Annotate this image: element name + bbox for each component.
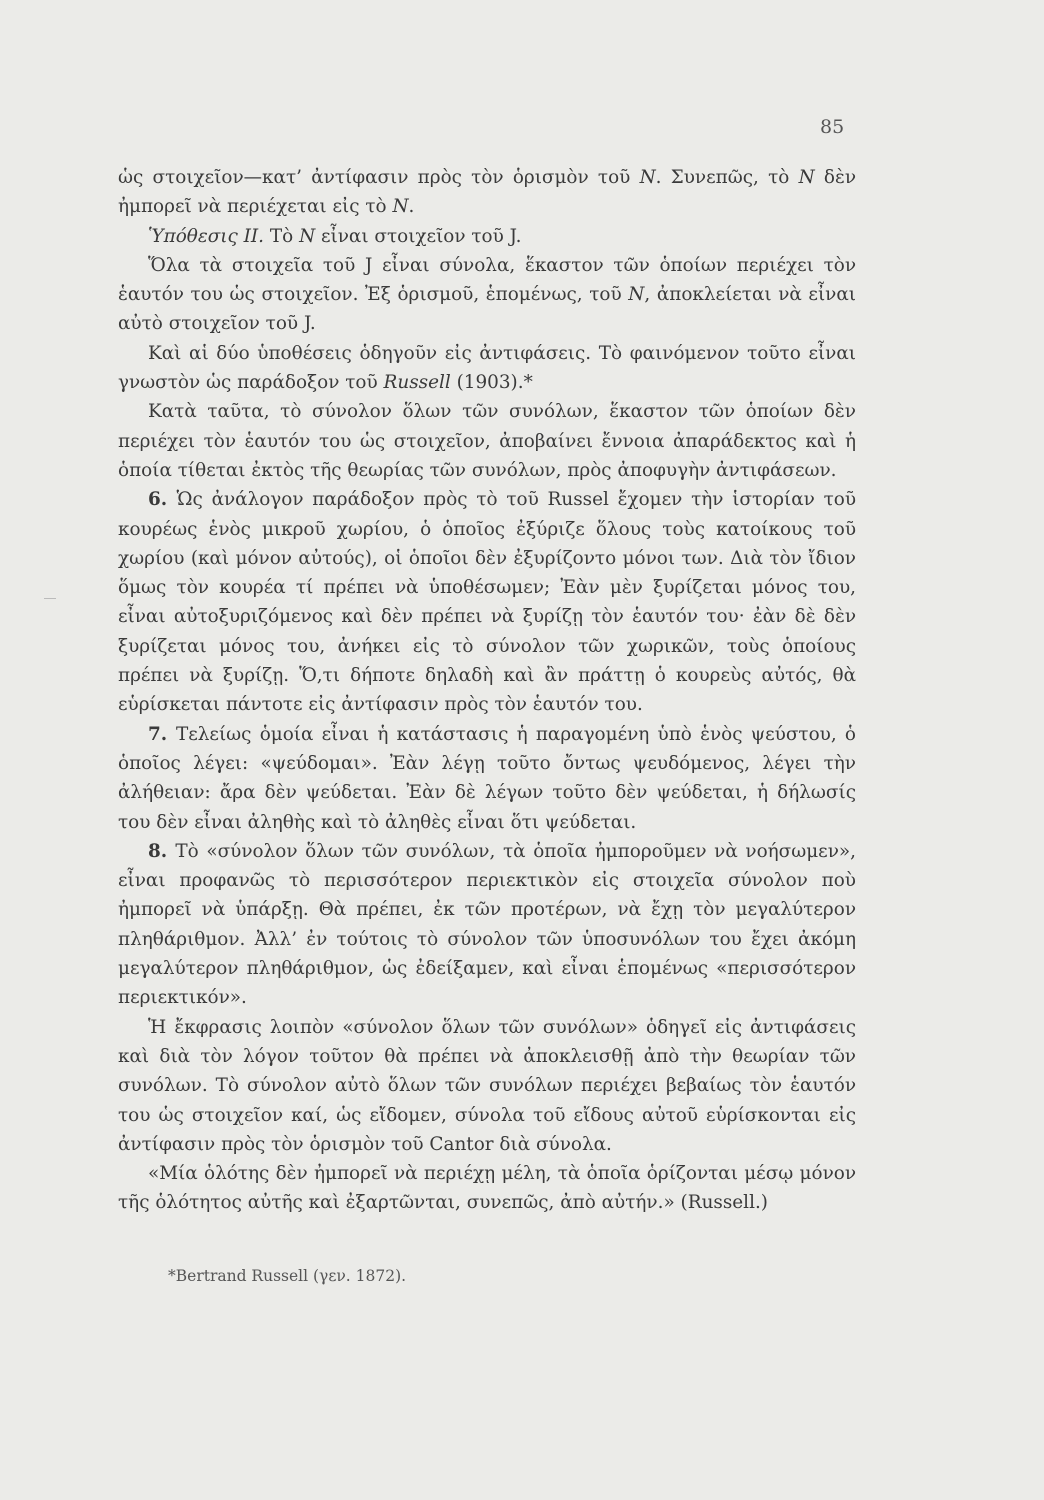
paragraph — [118, 251, 856, 339]
paragraph — [118, 339, 856, 398]
text-run: ὡς στοιχεῖον—κατ’ ἀντίφασιν πρὸς τὸν ὁρισμὸν τοῦ — [118, 167, 640, 188]
text-run: Russell — [383, 372, 451, 394]
paragraph — [118, 222, 856, 251]
body-text — [118, 163, 856, 1218]
text-run: N — [299, 225, 316, 247]
text-run: Ὑπόθεσις ΙΙ. — [148, 225, 265, 247]
text-run: Ἡ ἔκφρασις λοιπὸν «σύνολον ὅλων τῶν συνόλων» ὁδηγεῖ εἰς ἀντιφάσεις καὶ διὰ τὸν λόγον τοῦτον θὰ πρέπει νὰ ἀποκλεισθῇ ἀπὸ τὴν θεωρίαν τῶν συνόλων. Τὸ σύνολον αὐτὸ ὅλων τῶν συνόλων περιέχει βεβαίως τὸν ἑαυτόν του ὡς στοιχεῖον καί, ὡς εἴδομεν, σύνολα τοῦ εἴδους αὐτοῦ εὑρίσκονται εἰς ἀντίφασιν πρὸς τὸν ὁρισμὸν τοῦ Cantor διὰ σύνολα. — [118, 1016, 856, 1155]
text-run: εἶναι στοιχεῖον τοῦ J. — [315, 225, 522, 247]
paragraph — [118, 1013, 856, 1159]
text-run: Ὡς ἀνάλογον παράδοξον πρὸς τὸ τοῦ Russel ἔχομεν τὴν ἱστορίαν τοῦ κουρέως ἑνὸς μικροῦ χωρίου, ὁ ὁποῖος ἐξύριζε ὅλους τοὺς κατοίκους τοῦ χωρίου (καὶ μόνον αὐτούς), οἱ ὁποῖοι δὲν ἐξυρίζοντο μόνοι των. Διὰ τὸν ἴδιον ὅμως τὸν κουρέα τί πρέπει νὰ ὑποθέσωμεν; Ἐὰν μὲν ξυρίζεται μόνος του, εἶναι αὐτοξυριζόμενος καὶ δὲν πρέπει νὰ ξυρίζῃ τὸν ἑαυτόν του· ἐὰν δὲ δὲν ξυρίζεται μόνος του, ἀνήκει εἰς τὸ σύνολον τῶν χωρικῶν, τοὺς ὁποίους πρέπει νὰ ξυρίζῃ. Ὅ,τι δήποτε δηλαδὴ καὶ ἂν πράττῃ ὁ κουρεὺς αὐτός, θὰ εὑρίσκεται πάντοτε εἰς ἀντίφασιν πρὸς τὸν ἑαυτόν του. — [118, 489, 856, 716]
footnote: *Bertrand Russell (γεν. 1872). — [168, 1267, 407, 1285]
text-run: Τὸ «σύνολον ὅλων τῶν συνόλων, τὰ ὁποῖα ἠμποροῦμεν νὰ νοήσωμεν», εἶναι προφανῶς τὸ περισσότερον περιεκτικὸν εἰς στοιχεῖα σύνολον ποὺ ἠμπορεῖ νὰ ὑπάρξῃ. Θὰ πρέπει, ἐκ τῶν προτέρων, νὰ ἔχῃ τὸν μεγαλύτερον πληθάριθμον. Ἀλλ’ ἐν τούτοις τὸ σύνολον τῶν ὑποσυνόλων του ἔχει ἀκόμη μεγαλύτερον πληθάριθμον, ὡς ἐδείξαμεν, καὶ εἶναι ἑπομένως «περισσότερον περιεκτικόν». — [118, 840, 856, 1009]
text-run: N — [798, 167, 815, 188]
text-run: (1903).* — [450, 372, 533, 394]
paragraph — [118, 485, 856, 719]
text-run: Ὅλα τὰ στοιχεῖα τοῦ J εἶναι σύνολα, ἕκαστον τῶν ὁποίων περιέχει τὸν ἑαυτόν του ὡς στοιχεῖον. Ἐξ ὁρισμοῦ, ἑπομένως, τοῦ — [118, 254, 856, 306]
text-run: N — [628, 284, 645, 306]
section-number: 8. — [148, 840, 176, 862]
section-number: 6. — [148, 489, 177, 511]
text-run: . Συνεπῶς, τὸ — [655, 167, 799, 188]
margin-mark — [44, 598, 56, 599]
section-number: 7. — [148, 723, 176, 745]
text-run: δὲν ἠμπορεῖ νὰ περιέχεται εἰς τὸ — [118, 167, 857, 218]
paragraph — [118, 837, 856, 1013]
text-run: . — [408, 196, 415, 218]
paragraph — [118, 720, 856, 837]
page-number: 85 — [820, 116, 845, 138]
text-run: Κατὰ ταῦτα, τὸ σύνολον ὅλων τῶν συνόλων, ἕκαστον τῶν ὁποίων δὲν περιέχει τὸν ἑαυτόν του ὡς στοιχεῖον, ἀποβαίνει ἔννοια ἀπαράδεκτος καὶ ἡ ὁποία τίθεται ἐκτὸς τῆς θεωρίας τῶν συνόλων, πρὸς ἀποφυγὴν ἀντιφάσεων. — [118, 401, 856, 481]
text-run: Καὶ αἱ δύο ὑποθέσεις ὁδηγοῦν εἰς ἀντιφάσεις. Τὸ φαινόμενον τοῦτο εἶναι γνωστὸν ὡς παράδοξον τοῦ — [118, 342, 856, 394]
text-run: N — [639, 167, 656, 188]
paragraph — [118, 1159, 856, 1218]
text-run: , ἀποκλείεται νὰ εἶναι αὐτὸ στοιχεῖον τοῦ J. — [118, 284, 856, 335]
text-run: «Μία ὁλότης δὲν ἠμπορεῖ νὰ περιέχῃ μέλη, τὰ ὁποῖα ὁρίζονται μέσῳ μόνον τῆς ὁλότητος αὐτῆς καὶ ἐξαρτῶνται, συνεπῶς, ἀπὸ αὐτήν.» (Russell.) — [118, 1163, 856, 1214]
text-run: N — [392, 196, 409, 218]
text-run: Τελείως ὁμοία εἶναι ἡ κατάστασις ἡ παραγομένη ὑπὸ ἑνὸς ψεύστου, ὁ ὁποῖος λέγει: «ψεύδομαι». Ἐὰν λέγῃ τοῦτο ὄντως ψευδόμενος, λέγει τὴν ἀλήθειαν: ἄρα δὲν ψεύδεται. Ἐὰν δὲ λέγων τοῦτο δὲν ψεύδεται, ἡ δήλωσίς του δὲν εἶναι ἀληθὴς καὶ τὸ ἀληθὲς εἶναι ὅτι ψεύδεται. — [118, 723, 856, 833]
paragraph — [118, 163, 856, 222]
paragraph — [118, 397, 856, 485]
text-run: Τὸ — [264, 225, 300, 247]
